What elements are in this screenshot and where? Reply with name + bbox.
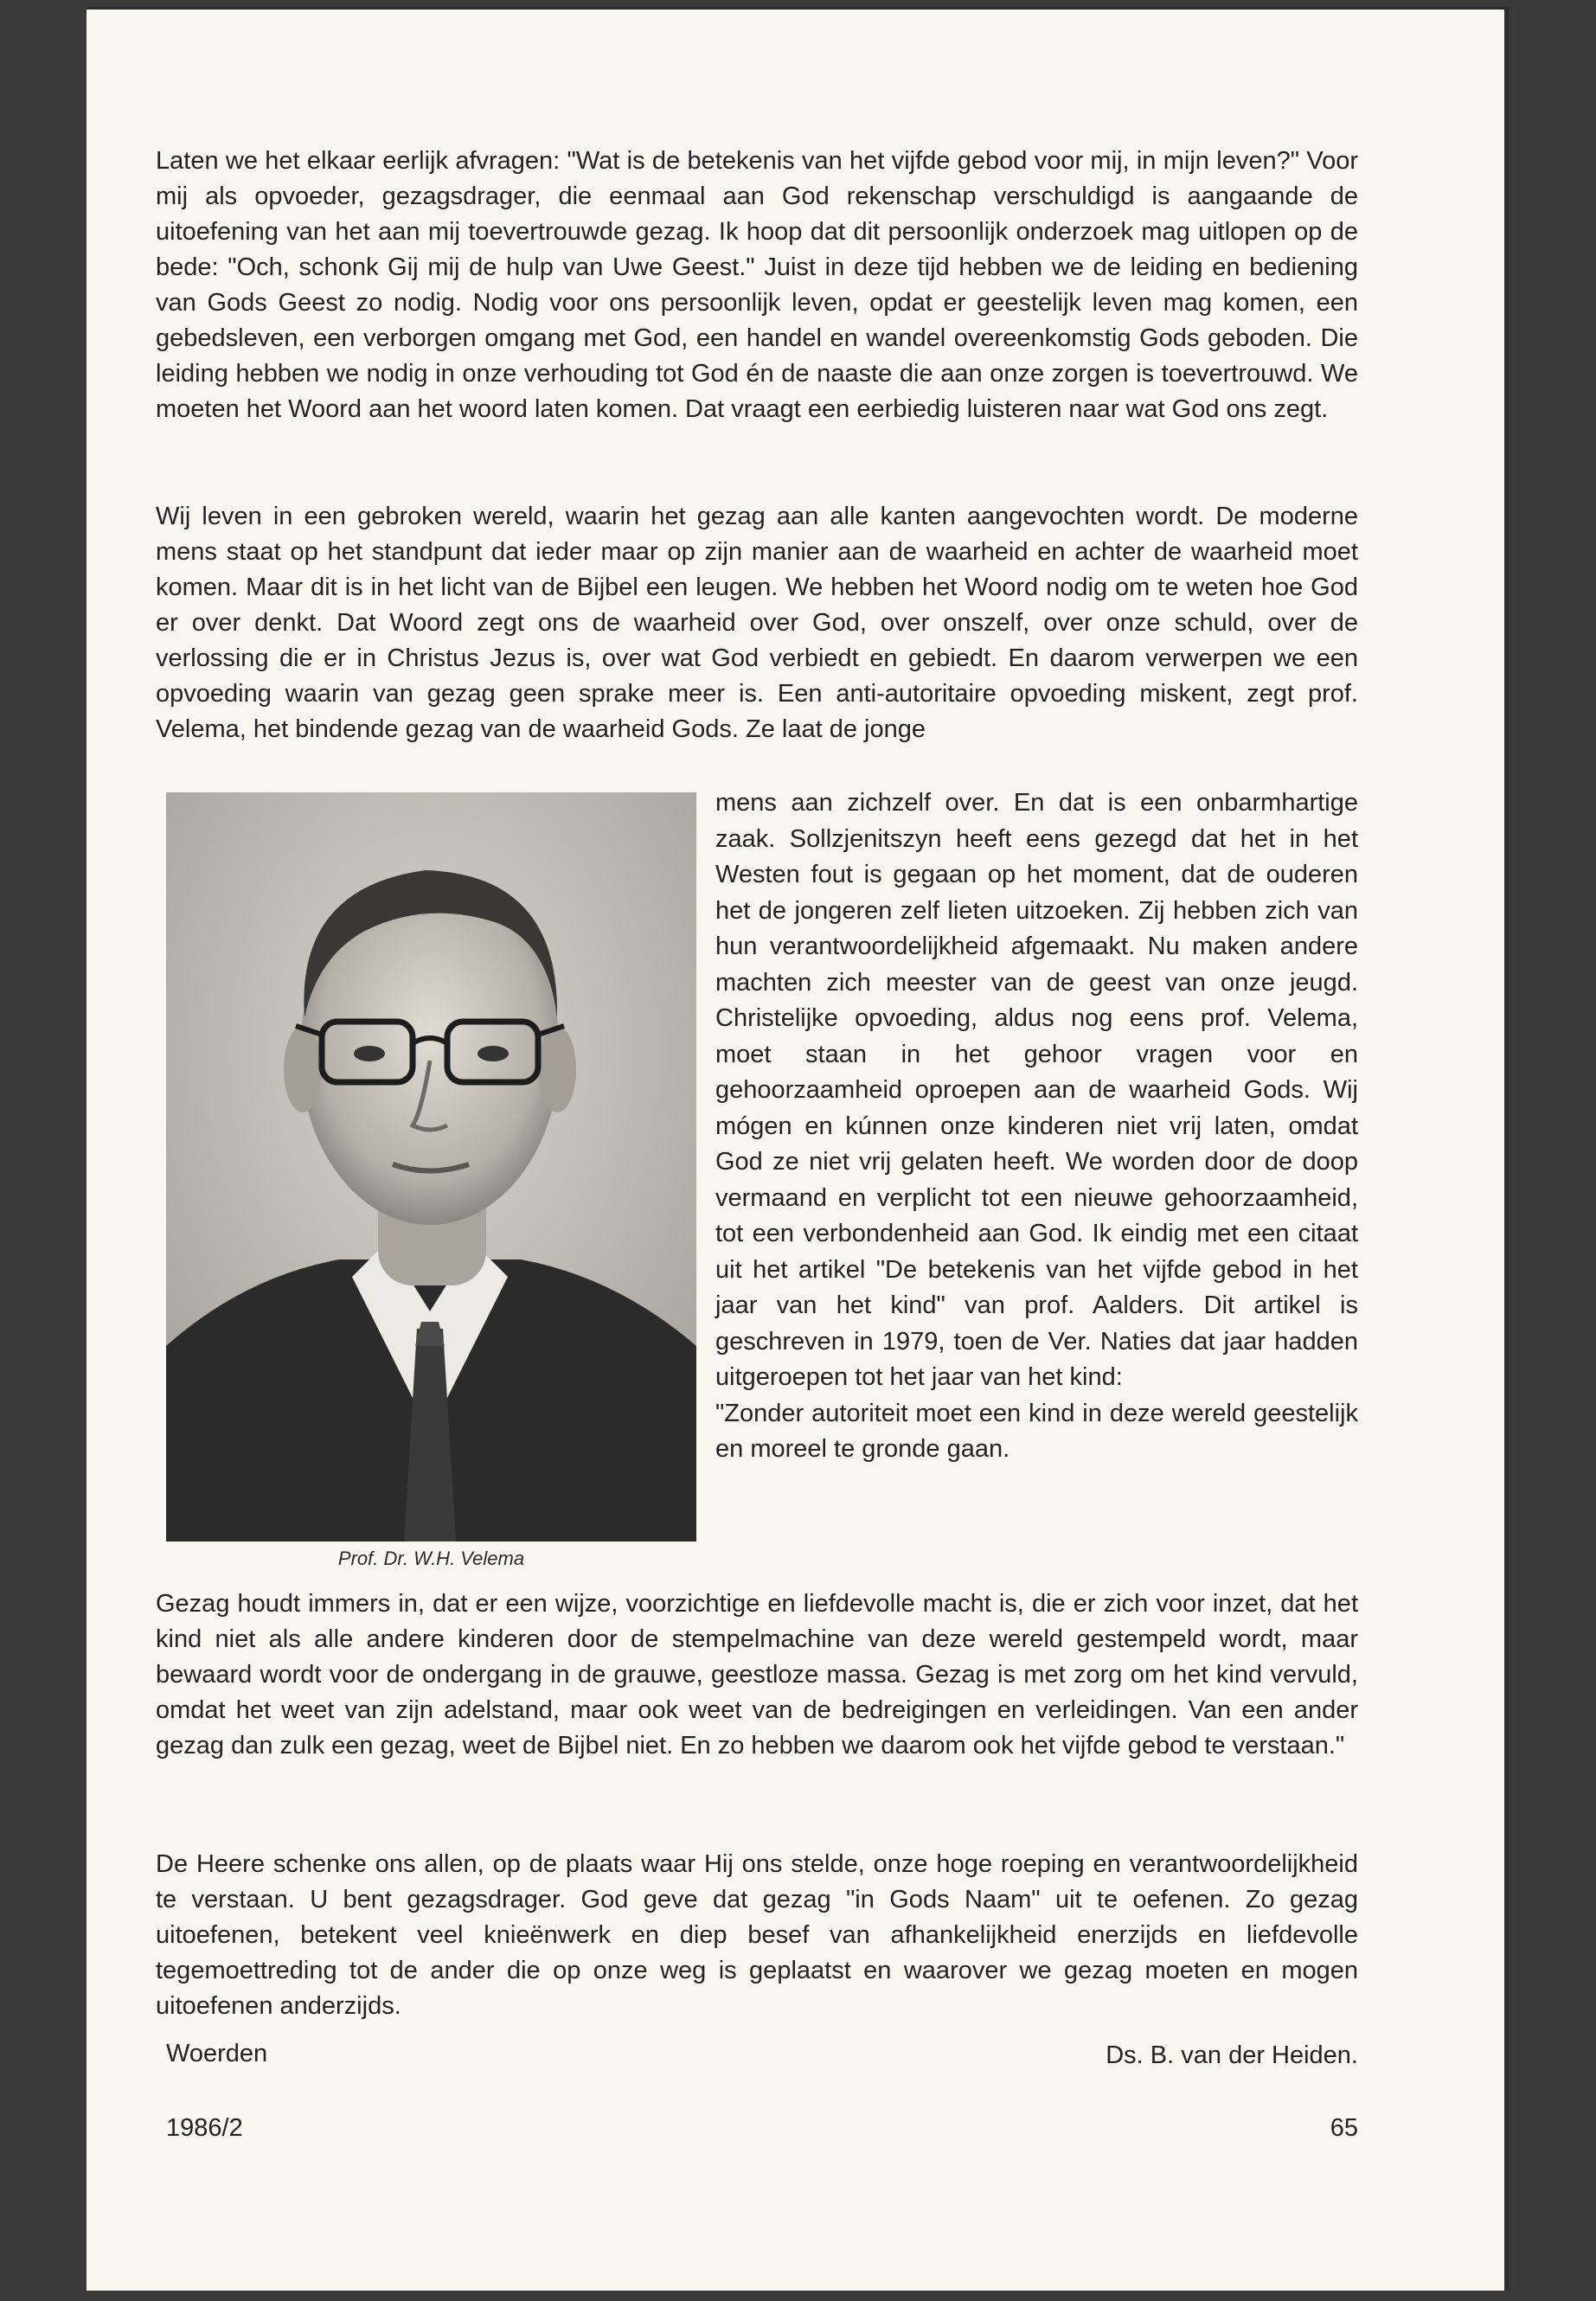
document-page [87,7,1509,2291]
issue-number: 1986/2 [166,2114,243,2142]
right-edge-shadow [1504,7,1509,2291]
photo-caption: Prof. Dr. W.H. Velema [337,1548,525,1569]
paragraph-1: Laten we het elkaar eerlijk afvragen: "Wat is de betekenis van het vijfde gebod voor mij, in mijn leven?" Voor mij als opvoeder, gezagsdrager, die eenmaal aan God rekenschap verschuldigd is aangaande de uitoefening van het aan mij toevertrouwde gezag. Ik hoop dat dit persoonlijk onderzoek mag uitlopen op de bede: "Och, schonk Gij mij de hulp van Uwe Geest." Juist in deze tijd hebben we de leiding en bediening van Gods Geest zo nodig. Nodig voor ons persoonlijk leven, opdat er geestelijk leven mag komen, een gebedsleven, een verborgen omgang met God, een handel en wandel overeenkomstig Gods geboden. Die leiding hebben we nodig in onze verhouding tot God én de naaste die aan onze zorgen is toevertrouwd. We moeten het Woord aan het woord laten komen. Dat vraagt een eerbiedig luisteren naar wat God ons zegt. [156,147,1358,423]
paragraph-4: Gezag houdt immers in, dat er een wijze, voorzichtige en liefdevolle macht is, die er zich voor inzet, dat het kind niet als alle andere kinderen door de stempelmachine van deze wereld gestempeld wordt, maar bewaard wordt voor de ondergang in de grauwe, geestloze massa. Gezag is met zorg om het kind vervuld, omdat het weet van zijn adelstand, maar ook weet van de bedreigingen en verleidingen. Van een ander gezag dan zulk een gezag, weet de Bijbel niet. En zo hebben we daarom ook het vijfde gebod te verstaan." [156,1590,1358,1759]
paragraph-5: De Heere schenke ons allen, op de plaats waar Hij ons stelde, onze hoge roeping en verantwoordelijkheid te verstaan. U bent gezagsdrager. God geve dat gezag "in Gods Naam" uit te oefenen. Zo gezag uitoefenen, betekent veel knieënwerk en diep besef van afhankelijkheid enerzijds en liefdevolle tegemoettreding tot de ander die op onze weg is geplaatst en waarover we gezag moeten en mogen uitoefenen anderzijds. [156,1850,1358,2020]
paragraph-2: Wij leven in een gebroken wereld, waarin het gezag aan alle kanten aangevochten wordt. De moderne mens staat op het standpunt dat ieder maar op zijn manier aan de waarheid en achter de waarheid moet komen. Maar dit is in het licht van de Bijbel een leugen. We hebben het Woord nodig om te weten hoe God er over denkt. Dat Woord zegt ons de waarheid over God, over onszelf, over onze schuld, over de verlossing die er in Christus Jezus is, over wat God verbiedt en gebiedt. En daarom verwerpen we een opvoeding waarin van gezag geen sprake meer is. Een anti-autoritaire opvoeding miskent, zegt prof. Velema, het bindende gezag van de waarheid Gods. Ze laat de jonge [156,503,1358,743]
page-number: 65 [1330,2114,1358,2142]
portrait-photo [166,792,696,1541]
paragraph-3: mens aan zichzelf over. En dat is een onbarmhartige zaak. Sollzjenitszyn heeft eens gezegd dat het in het Westen fout is gegaan op het moment, dat de ouderen het de jongeren zelf lieten uitzoeken. Zij hebben zich van hun verantwoordelijkheid afgemaakt. Nu maken andere machten zich meester van de geest van onze jeugd. Christelijke opvoeding, aldus nog eens prof. Velema, moet staan in het gehoor vragen voor en gehoorzaamheid oproepen aan de waarheid Gods. Wij mógen en kúnnen onze kinderen niet vrij laten, omdat God ze niet vrij gelaten heeft. We worden door de doop vermaand en verplicht tot een nieuwe gehoorzaamheid, tot een verbondenheid aan God. Ik eindig met een citaat uit het artikel "De betekenis van het vijfde gebod in het jaar van het kind" van prof. Aalders. Dit artikel is geschreven in 1979, toen de Ver. Naties dat jaar hadden uitgeroepen tot het jaar van het kind: "Zonder autoriteit moet een kind in deze wereld geestelijk en moreel te gronde gaan. [715,789,1358,1463]
signature-place: Woerden [166,2040,268,2067]
portrait-illustration [166,792,696,1541]
signature-author: Ds. B. van der Heiden. [1106,2041,1358,2069]
top-rule [87,7,1509,10]
portrait-figure [166,792,696,1569]
